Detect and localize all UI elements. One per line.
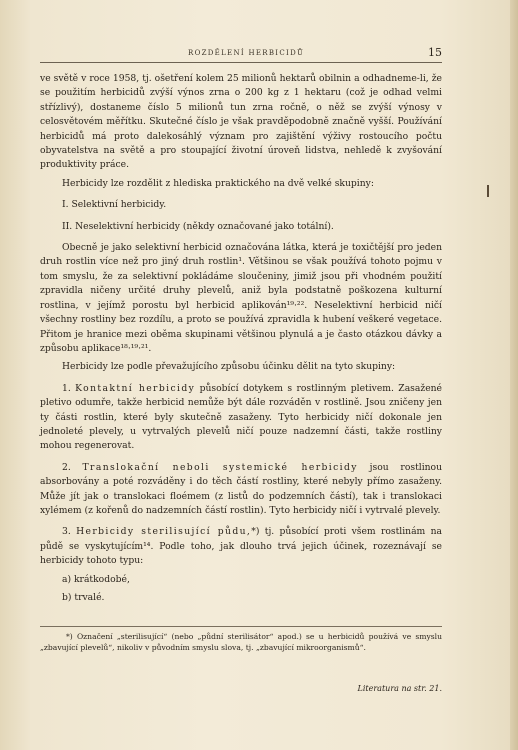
group-text: *) tj. působící proti všem rostlinám na půdě se vyskytujícím¹⁴. Podle toho, jak dlouho trvá jejich účinek, rozeznávají se herbicidy tohoto typu: [40, 526, 442, 567]
group-term: Kontaktní herbicidy [75, 382, 196, 394]
footnote-text: *) Označení „sterilisující“ (nebo „půdní sterilisátor“ apod.) se u herbicidů používá ve smyslu „zbavující plevelů“, nikoliv v původním smyslu slova, tj. „zbavující mikroorganismů“. [40, 632, 442, 652]
group-number: 3. [62, 526, 77, 538]
footnote [40, 626, 442, 653]
group-number: 1. [62, 382, 76, 394]
main-text [40, 72, 442, 605]
page-header [40, 46, 442, 63]
paragraph: Herbicidy lze podle převažujícího způsobu účinku dělit na tyto skupiny: [62, 361, 396, 373]
margin-mark [487, 185, 489, 197]
group-term: Translokační neboli systemické herbicidy [82, 461, 358, 473]
group-number: 2. [62, 461, 83, 473]
list-item: II. Neselektivní herbicidy (někdy označované jako totální). [62, 220, 334, 232]
group-sterilising [40, 525, 442, 568]
group-term: Herbicidy sterilisující půdu, [76, 526, 252, 538]
running-head: ROZDĚLENÍ HERBICIDŮ [188, 49, 305, 57]
list-item: a) krátkodobé, [62, 573, 130, 585]
group-systemic [40, 461, 442, 519]
paragraph: Obecně je jako selektivní herbicid označována látka, která je toxičtější pro jeden druh rostlin více než pro jiný druh rostlin¹. Většinou se však používá tohoto pojmu v tom smyslu, že za selektivní pokládáme sloučeniny, jimiž jsou při vhodném použití zpravidla ničeny určité druhy plevelů, aniž byla podstatně poškozena kulturní rostlina, v jejímž porostu byl herbicid aplikován¹⁹·²². Neselektivní herbicid ničí všechny rostliny bez rozdílu, a proto se používá zpravidla k hubení veškeré vegetace. Přitom je hranice mezi oběma skupinami většinou plynulá a je často otázkou dávky a způsobu aplikace¹⁸·¹⁹·²¹. [40, 242, 442, 354]
paragraph: Herbicidy lze rozdělit z hlediska praktického na dvě velké skupiny: [62, 177, 374, 189]
group-contact [40, 382, 442, 454]
list-item: b) trvalé. [62, 592, 105, 603]
paragraph: ve světě v roce 1958, tj. ošetření kolem 25 milionů hektarů obilnin a odhadneme-li, že se použitím herbicidů zvýší výnos zrna o 200 kg z 1 hektaru (což je odhad velmi střízlivý), dostaneme číslo 5 milionů tun zrna ročně, o něž se zvýší výnosy v celosvětovém měřítku. Skutečné číslo je však pravděpodobně značně vyšší. Používání herbicidů má proto dalekosáhlý význam pro zajištění výživy rostoucího počtu obyvatelstva na světě a pro stoupající životní úroveň lidstva, nehledě k zvyšování produktivity práce. [40, 73, 442, 171]
list-item: I. Selektivní herbicidy. [62, 199, 167, 211]
page-edge [510, 0, 518, 750]
page-number: 15 [428, 46, 442, 59]
group-text: působící dotykem s rostlinným pletivem. Zasažené pletivo odumře, takže herbicid nemůže být dále rozváděn v rostlině. Jsou zničeny jen ty části rostlin, které byly skutečně zasaženy. Tyto herbicidy ničí dokonale jen jednoleté plevely, u vytrvalých plevelů ničí pouze nadzemní části, takže rostliny mohou regenerovat. [40, 382, 442, 452]
group-text: jsou rostlinou absorbovány a poté rozváděny i do těch částí rostliny, které nebyly přímo zasaženy. Může jít jak o translokaci floémem (z listů do podzemních částí), tak i translokaci xylémem (z kořenů do nadzemních částí rostlin). Tyto herbicidy ničí i vytrvalé plevely. [40, 461, 442, 516]
literature-reference: Literatura na str. 21. [357, 684, 442, 693]
